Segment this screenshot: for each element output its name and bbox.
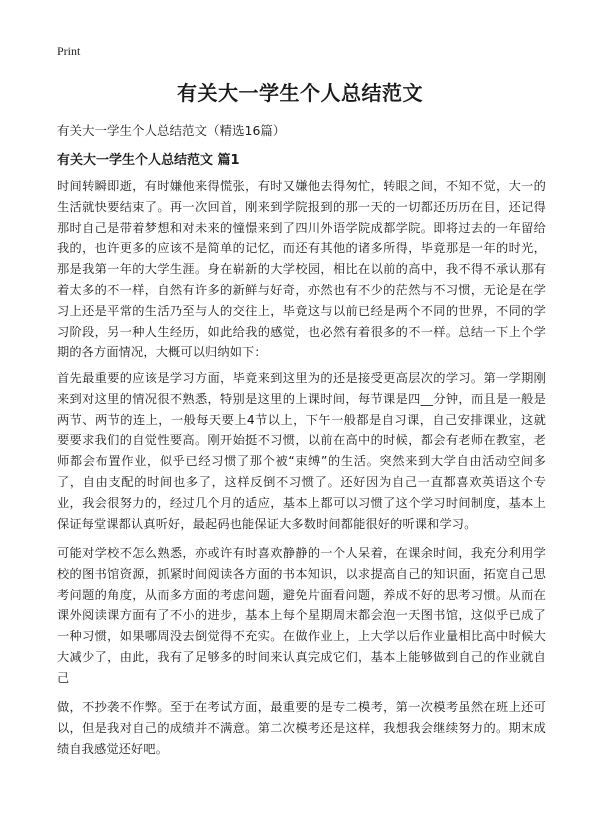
paragraph-4: 做，不抄袭不作弊。至于在考试方面，最重要的是专二模考，第一次模考虽然在班上还可以，但是我对自己的成绩并不满意。第二次模考还是这样，我想我会继续努力的。期末成绩自我感觉还好吧。 bbox=[57, 700, 546, 756]
section-heading: 有关大一学生个人总结范文 篇1 bbox=[57, 153, 240, 168]
document-subtitle: 有关大一学生个人总结范文（精选16篇） bbox=[57, 123, 286, 138]
paragraph-3: 可能对学校不怎么熟悉，亦或许有时喜欢静静的一个人呆着，在课余时间，我充分利用学校的图书馆资源，抓紧时间阅读各方面的书本知识，以求提高自己的知识面，拓宽自己思考问题的角度，从而多方面的考虑问题，避免片面看问题，养成不好的思考习惯。从而在课外阅读课方面有了不小的进步，基本上每个星期周末都会泡一天图书馆，这似乎已成了一种习惯，如果哪周没去倒觉得不充实。在做作业上，上大学以后作业量相比高中时候大大减少了，由此，我有了足够多的时间来认真完成它们，基本上能够做到自己的作业就自己 bbox=[57, 546, 546, 685]
print-link[interactable]: Print bbox=[57, 44, 81, 58]
paragraph-2: 首先最重要的应该是学习方面，毕竟来到这里为的还是接受更高层次的学习。第一学期刚来到对这里的情况很不熟悉，特别是这里的上课时间，每节课是四__分钟，而且是一般是两节、两节的连上，一般每天要上4节以上，下午一般都是自习课，自己安排课业，这就要要求我们的自觉性要高。刚开始挺不习惯，以前在高中的时候，都会有老师在教室，老师都会布置作业，似乎已经习惯了那个被“束缚”的生活。突然来到大学自由活动空间多了，自由支配的时间也多了，这样反倒不习惯了。还好因为自己一直都喜欢英语这个专业，我会很努力的，经过几个月的适应，基本上都可以习惯了这个学习时间制度，基本上保证每堂课都认真听好，最起码也能保证大多数时间都能很好的听课和学习。 bbox=[57, 371, 546, 531]
paragraph-1: 时间转瞬即逝，有时嫌他来得慌张，有时又嫌他去得匆忙，转眼之间，不知不觉，大一的生活就快要结束了。再一次回首，刚来到学院报到的那一天的一切都还历历在目，还记得那时自己是带着梦想和对未来的憧憬来到了四川外语学院成都学院。即将过去的一年留给我的，也许更多的应该不是简单的记忆，而还有其他的诸多所得，毕竟那是一年的时光，那是我第一年的大学生涯。身在崭新的大学校园，相比在以前的高中，我不得不承认那有着太多的不一样，自然有许多的新鲜与好奇，亦然也有不少的茫然与不习惯，无论是在学习上还是平常的生活乃至与人的交往上，毕竟这与以前已经是两个不同的世界，不同的学习阶段，另一种人生经历，如此给我的感觉，也必然有着很多的不一样。总结一下上个学期的各方面情况，大概可以归纳如下： bbox=[57, 179, 546, 360]
document-title: 有关大一学生个人总结范文 bbox=[177, 81, 423, 105]
